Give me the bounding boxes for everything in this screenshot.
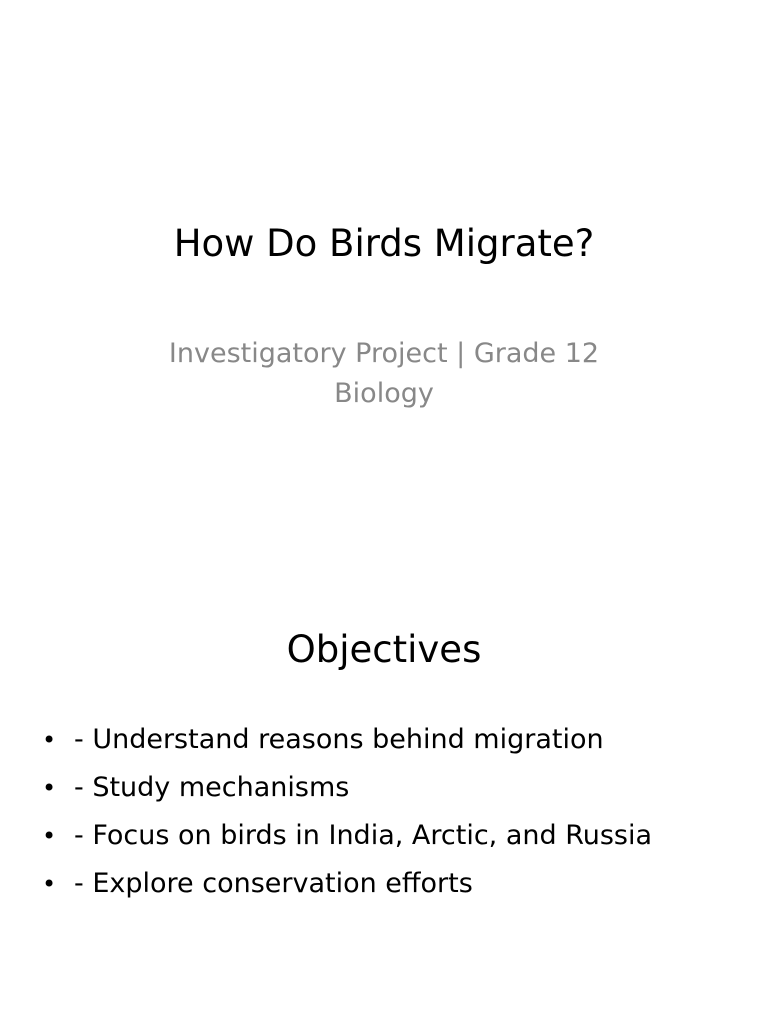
list-item xyxy=(42,812,652,860)
bullet-icon: • xyxy=(42,870,57,898)
bullet-text: - Understand reasons behind migration xyxy=(74,724,604,755)
slide-title: How Do Birds Migrate? xyxy=(173,222,595,265)
objectives-heading: Objectives xyxy=(286,628,482,671)
bullet-text: - Focus on birds in India, Arctic, and Russia xyxy=(74,820,653,851)
list-item xyxy=(42,860,652,908)
bullet-icon: • xyxy=(42,822,57,850)
objectives-slide xyxy=(0,576,768,1024)
bullet-icon: • xyxy=(42,726,57,754)
list-item xyxy=(42,716,652,764)
slide-subtitle: Investigatory Project | Grade 12 Biology xyxy=(168,338,600,409)
bullet-icon: • xyxy=(42,774,57,802)
objectives-list xyxy=(42,716,652,908)
list-item xyxy=(42,764,652,812)
bullet-text: - Explore conservation efforts xyxy=(74,868,473,899)
bullet-text: - Study mechanisms xyxy=(74,772,350,803)
